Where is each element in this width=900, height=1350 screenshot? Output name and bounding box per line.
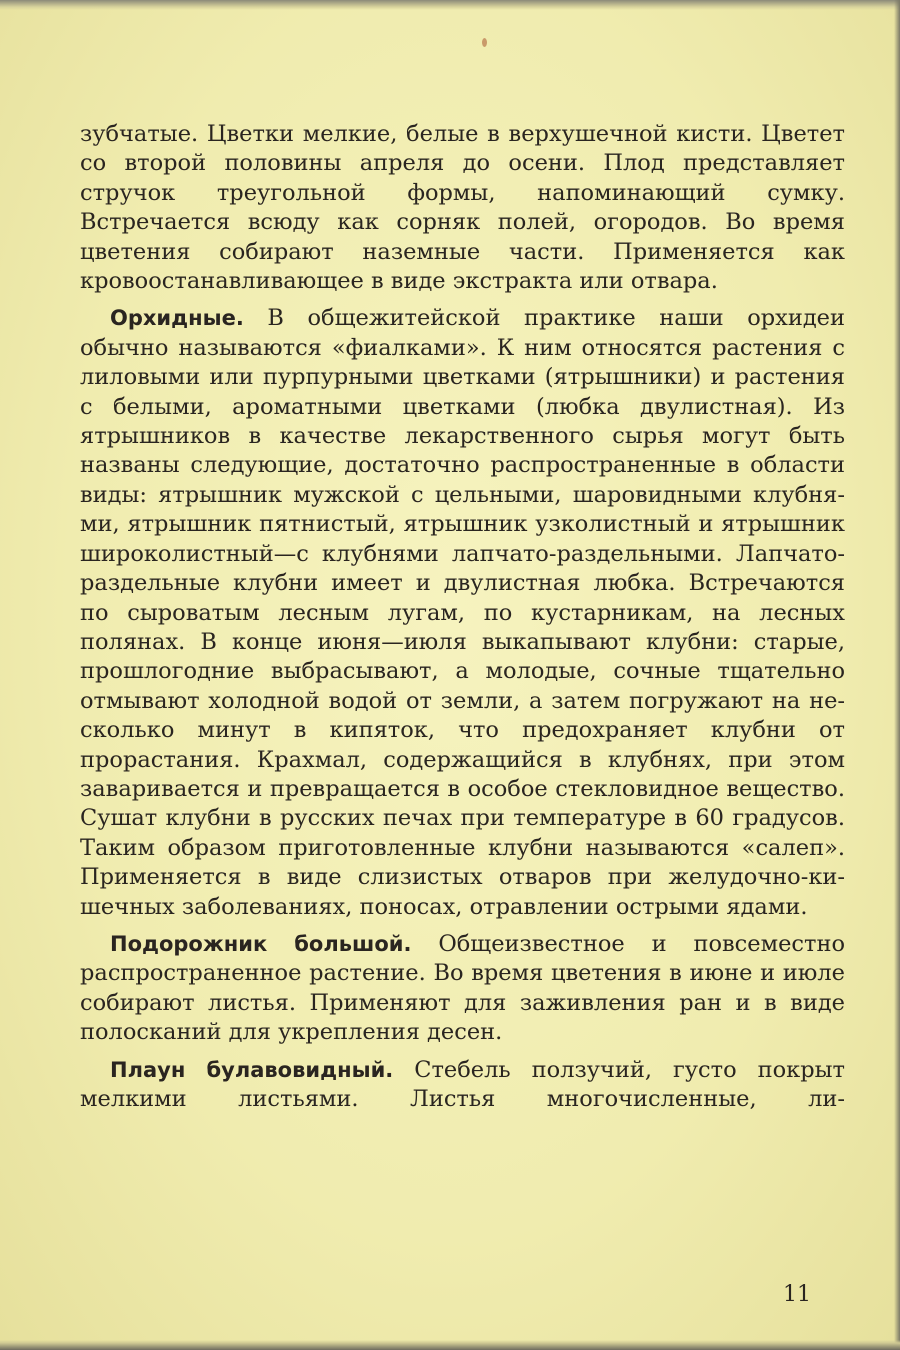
paragraph-clubmoss [80,1056,845,1115]
paragraph-continuation [80,120,845,296]
paragraph-body: В общежитейской практике наши орхидеи обычно называются «фиалками». К ним относятся растения с лиловыми или пурпурными цветками (ятрышники) и растения с белыми, ароматными цветками (любка двулистная). Из ятрышников в качестве лекарственного сырья могут быть названы следующие, достаточно распространенные в области виды: ятрышник мужской с цельными, шаровидными клубнями, ятрышник пятнистый, ятрышник узколистный и ятрышник широколистный—с клубнями лапчато-раздельными. Лапчато-раздельные клубни имеет и двулистная любка. Встречаются по сыроватым лесным лугам, по кустарникам, на лесных полянах. В конце июня—июля выкапывают клубни: старые, прошлогодние выбрасывают, а молодые, сочные тщательно отмывают холодной водой от земли, а затем погружают на несколько минут в кипяток, что предохраняет клубни от прорастания. Крахмал, содержащийся в клубнях, при этом заваривается и превращается в особое стекловидное вещество. Сушат клубни в русских печах при температуре в 60 градусов. Таким образом приготовленные клубни называются «салеп». Применяется в виде слизистых отваров при желудочно-кишечных заболеваниях, поносах, отравлении острыми ядами. [80,305,845,920]
paragraph-body: Стебель ползучий, густо покрыт мелкими листьями. Листья многочисленные, ли- [80,1056,845,1112]
page-number: 11 [783,1282,811,1307]
page-top-edge [0,0,900,10]
paragraph-body: зубчатые. Цветки мелкие, белые в верхушечной кисти. Цветет со второй половины апреля до осени. Плод представляет стручок треугольной формы, напоминающий сумку. Встречается всюду как сорняк полей, огородов. Во время цветения собирают наземные части. Применяется как кровоостанавливающее в виде экстракта или отвара. [80,121,845,295]
page-bottom-edge [0,1340,900,1350]
paragraph-body: Общеизвестное и повсеместно распространенное растение. Во время цветения в июне и июле собирают листья. Применяют для заживления ран и в виде полосканий для укрепления десен. [80,930,845,1046]
page-right-edge [894,0,900,1350]
paragraph-term: Орхидные. [110,306,244,331]
paragraph-plantain [80,930,845,1048]
page-text [80,120,845,1122]
paragraph-orchids [80,304,845,922]
paragraph-term: Подорожник большой. [110,931,412,956]
paragraph-term: Плаун булавовидный. [110,1057,394,1082]
paper-speck [482,38,487,47]
